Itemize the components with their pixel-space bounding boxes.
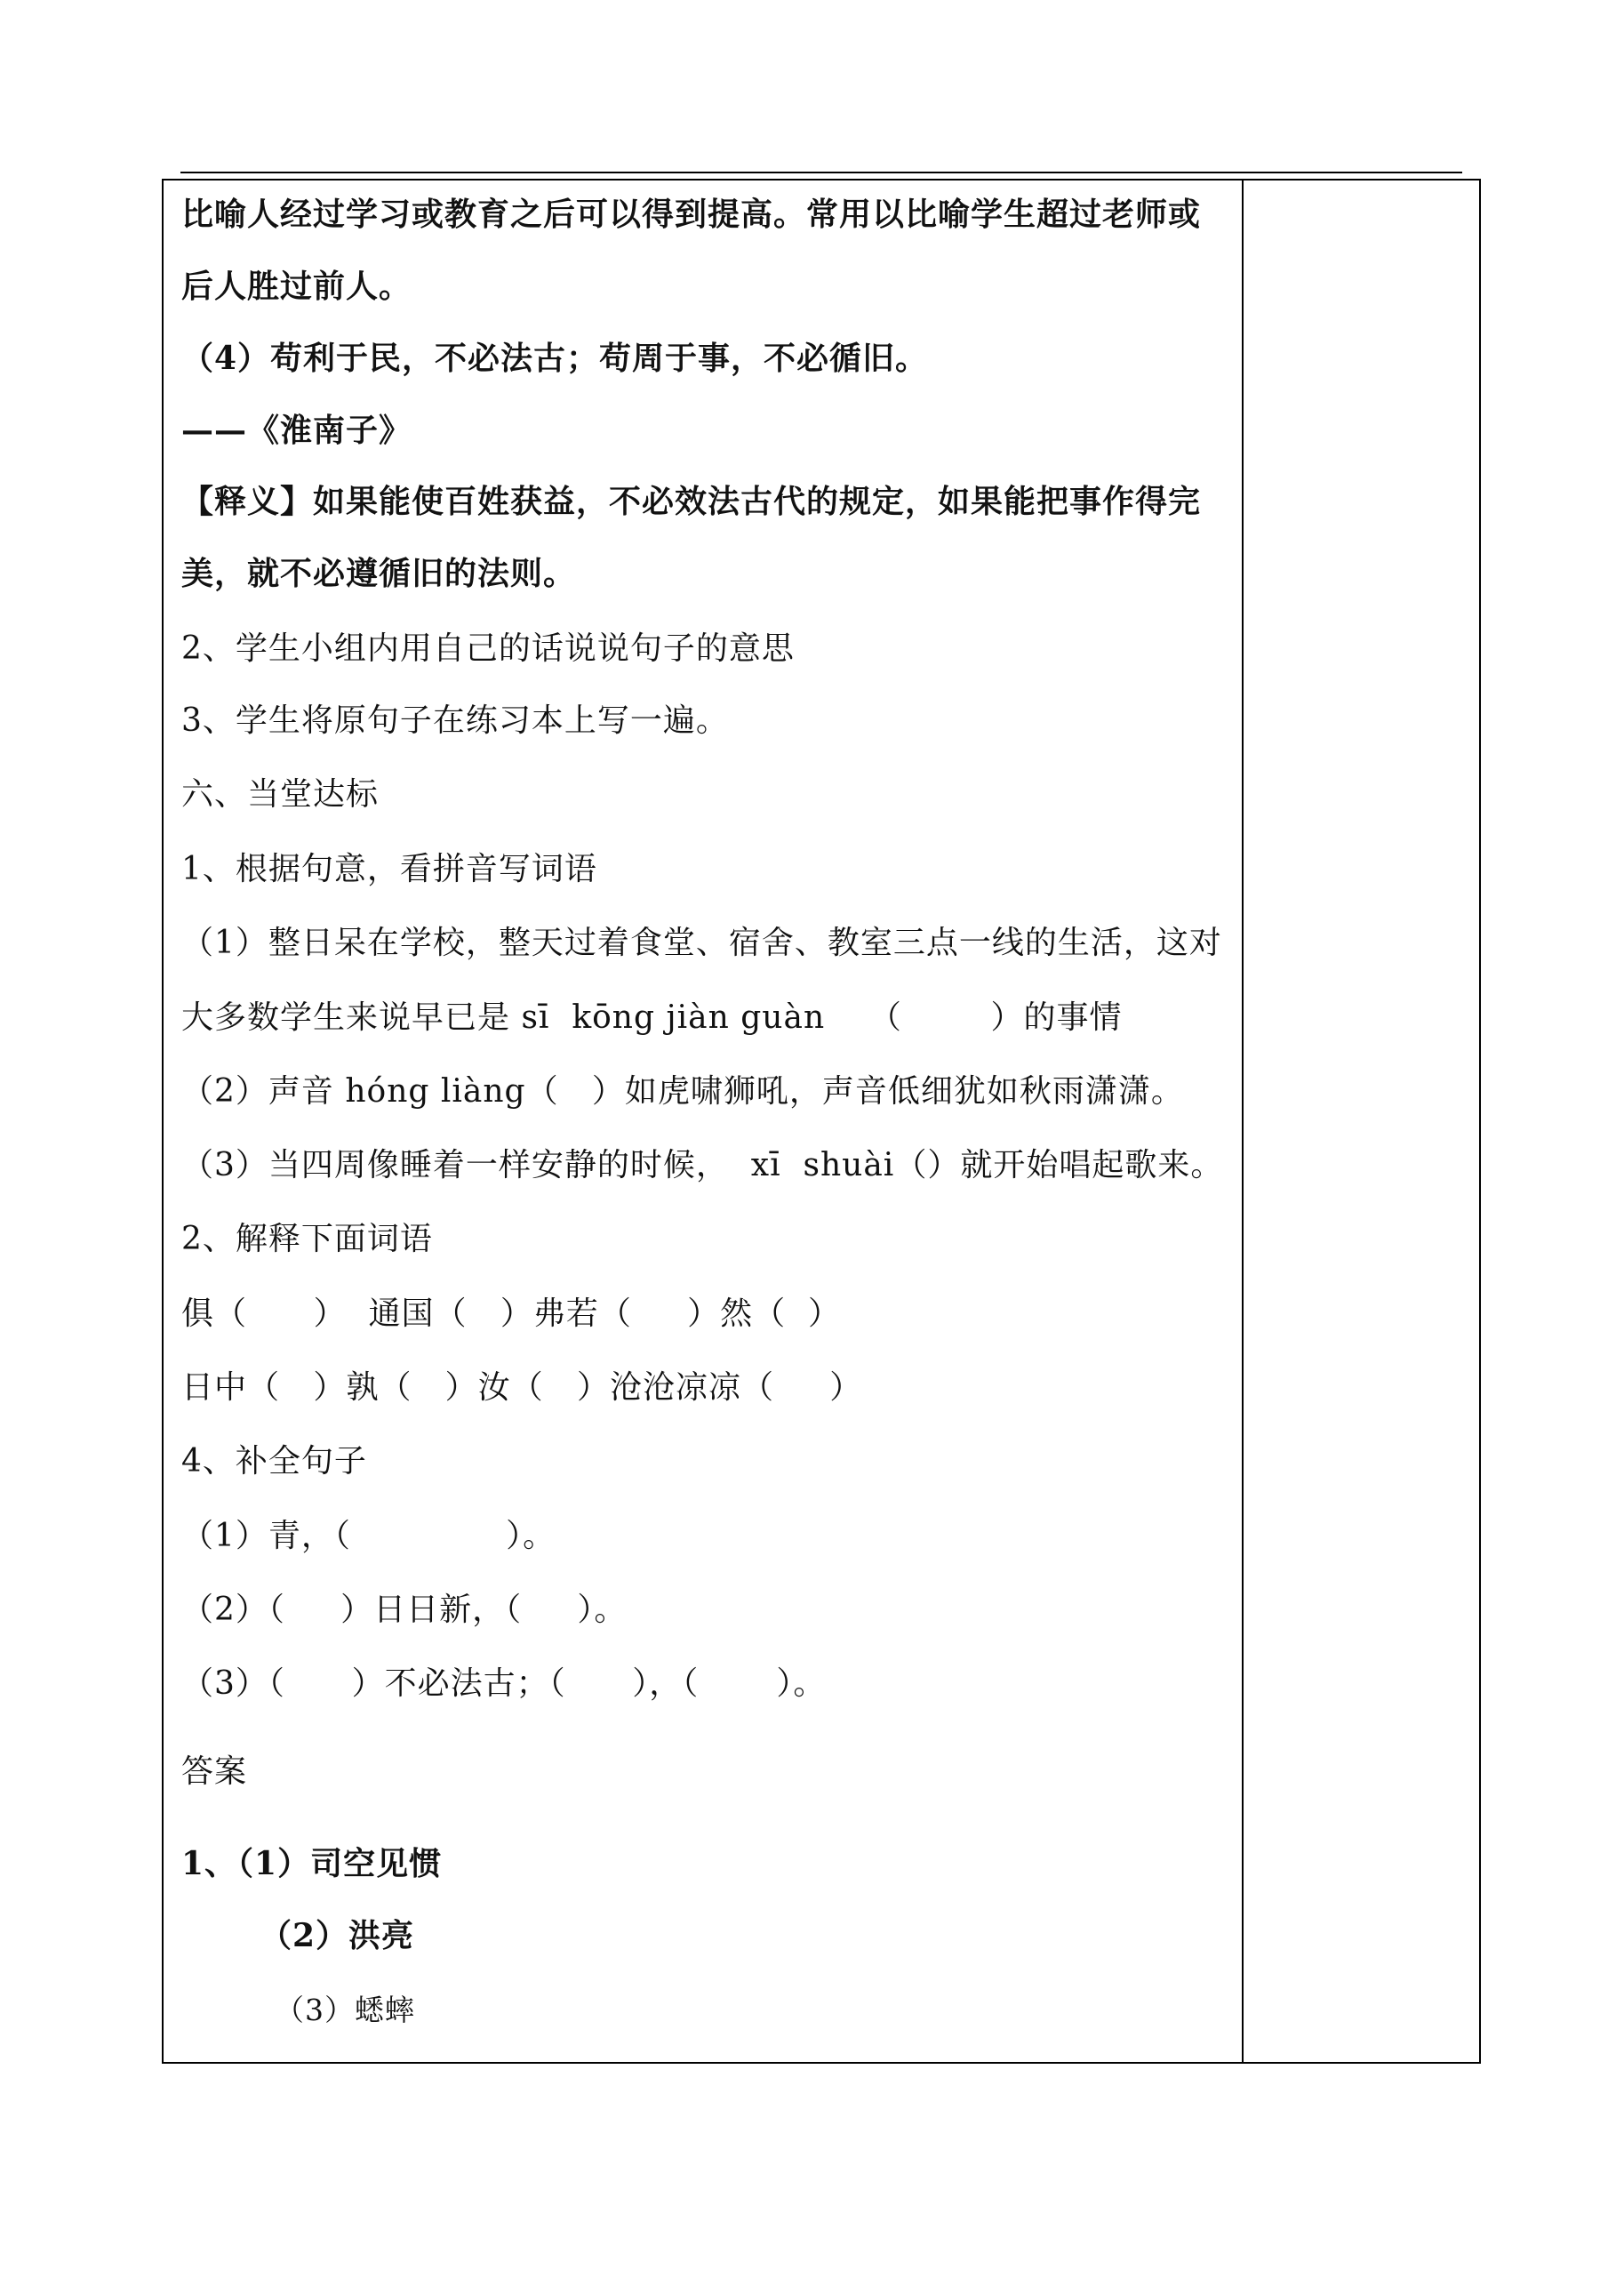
text-line-7: 2、学生小组内用自己的话说说句子的意思: [181, 630, 795, 667]
text-line-14: （3）当四周像睡着一样安静的时候， xī shuài（）就开始唱起歌来。: [181, 1147, 1224, 1183]
text-line-5: 【释义】如果能使百姓获益，不必效法古代的规定，如果能把事作得完: [181, 483, 1202, 520]
header-rule: [180, 172, 1462, 173]
text-line-12: 大多数学生来说早已是 sī kōng jiàn guàn （ ）的事情: [181, 999, 1123, 1036]
text-line-23: 1、（1）司空见惯: [181, 1845, 443, 1882]
text-line-18: 4、补全句子: [181, 1443, 367, 1480]
text-line-13: （2）声音 hóng liàng（ ）如虎啸狮吼，声音低细犹如秋雨潇潇。: [181, 1073, 1184, 1110]
text-line-21: （3）（ ）不必法古；（ ），（ ）。: [181, 1665, 827, 1702]
text-line-4: ——《淮南子》: [181, 412, 412, 449]
notes-column: [1244, 180, 1479, 2062]
text-line-20: （2）（ ）日日新，（ ）。: [181, 1592, 628, 1628]
text-line-8: 3、学生将原句子在练习本上写一遍。: [181, 702, 729, 739]
text-line-2: 后人胜过前人。: [181, 268, 412, 305]
text-line-19: （1）青，（ ）。: [181, 1518, 556, 1554]
text-line-11: （1）整日呆在学校，整天过着食堂、宿舍、教室三点一线的生活，这对: [181, 925, 1222, 961]
text-line-17: 日中（ ）孰（ ）汝（ ）沧沧凉凉（ ）: [181, 1369, 863, 1406]
text-line-10: 1、根据句意，看拼音写词语: [181, 851, 597, 887]
text-line-24: （2）洪亮: [260, 1917, 415, 1954]
lesson-table: [162, 179, 1481, 2064]
text-line-22: 答案: [181, 1753, 248, 1790]
text-line-16: 俱（ ） 通国（ ）弗若（ ）然（ ）: [181, 1295, 841, 1332]
text-line-9: 六、当堂达标: [181, 776, 380, 813]
text-line-3: （4）苟利于民，不必法古；苟周于事，不必循旧。: [181, 340, 929, 377]
text-line-1: 比喻人经过学习或教育之后可以得到提高。常用以比喻学生超过老师或: [181, 196, 1202, 233]
text-line-25: （3）蟋蟀: [275, 1993, 415, 2027]
text-line-15: 2、解释下面词语: [181, 1221, 433, 1257]
text-line-6: 美，就不必遵循旧的法则。: [181, 555, 577, 592]
